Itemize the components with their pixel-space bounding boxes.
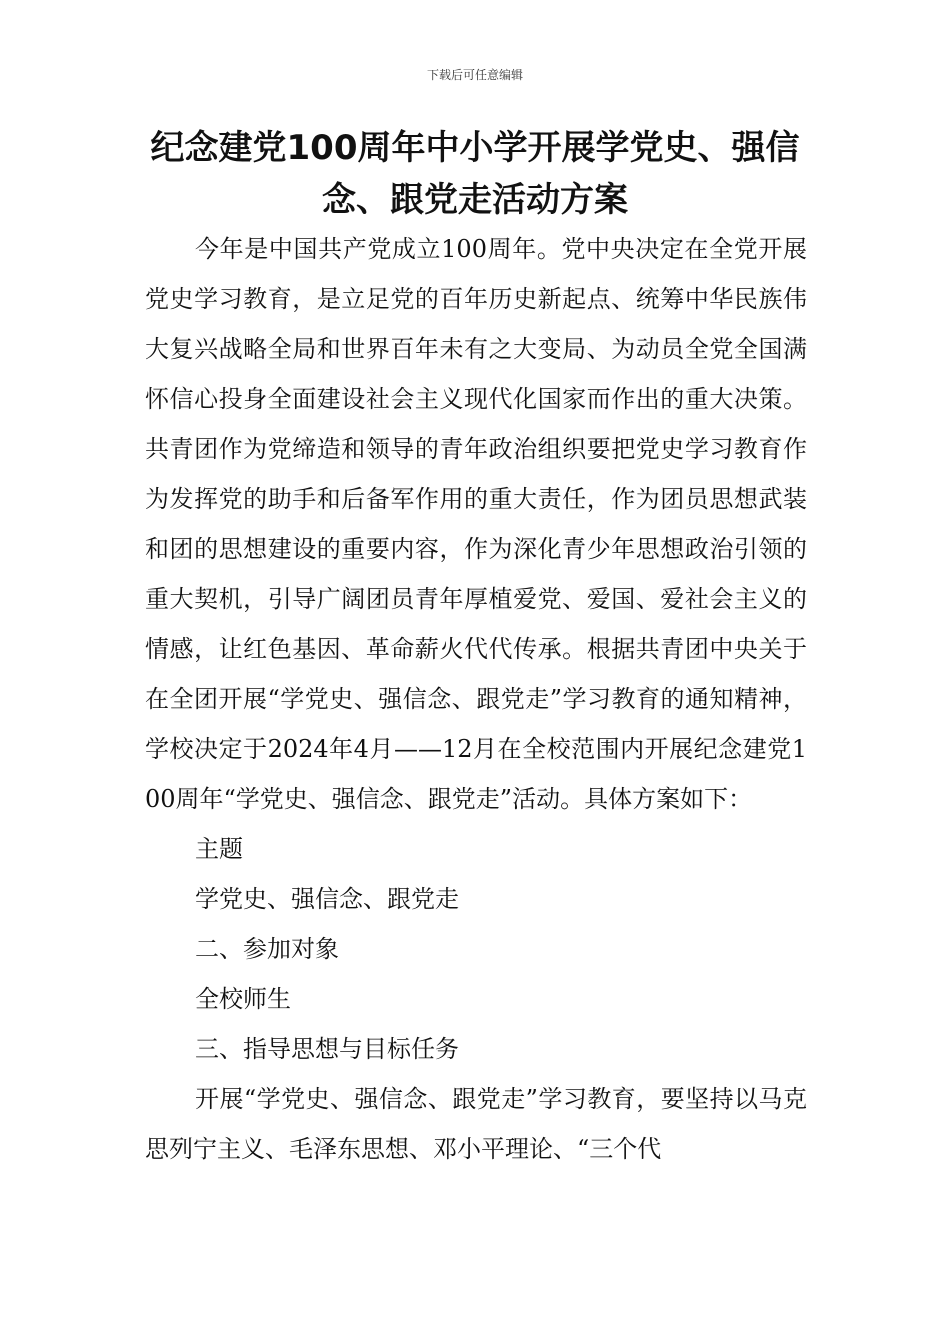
participants-text: 全校师生 — [195, 985, 291, 1013]
document-body — [145, 224, 807, 1174]
section-theme-heading: 主题 — [195, 835, 243, 863]
section-participants-heading: 二、参加对象 — [195, 935, 339, 963]
theme-text: 学党史、强信念、跟党走 — [195, 885, 459, 913]
intro-paragraph: 今年是中国共产党成立100周年。党中央决定在全党开展党史学习教育，是立足党的百年历史新起点、统筹中华民族伟大复兴战略全局和世界百年未有之大变局、为动员全党全国满怀信心投身全面建设社会主义现代化国家而作出的重大决策。共青团作为党缔造和领导的青年政治组织要把党史学习教育作为发挥党的助手和后备军作用的重大责任，作为团员思想武装和团的思想建设的重要内容，作为深化青少年思想政治引领的重大契机，引导广阔团员青年厚植爱党、爱国、爱社会主义的情感，让红色基因、革命薪火代代传承。根据共青团中央关于在全团开展“学党史、强信念、跟党走”学习教育的通知精神，学校决定于2024年4月——12月在全校范围内开展纪念建党100周年“学党史、强信念、跟党走”活动。具体方案如下： — [145, 235, 807, 813]
section-guidance-heading: 三、指导思想与目标任务 — [195, 1035, 459, 1063]
document-title: 纪念建党100周年中小学开展学党史、强信念、跟党走活动方案 — [150, 128, 800, 220]
guidance-paragraph: 开展“学党史、强信念、跟党走”学习教育，要坚持以马克思列宁主义、毛泽东思想、邓小平理论、“三个代 — [145, 1085, 807, 1163]
page-header-note: 下载后可任意编辑 — [426, 68, 523, 82]
